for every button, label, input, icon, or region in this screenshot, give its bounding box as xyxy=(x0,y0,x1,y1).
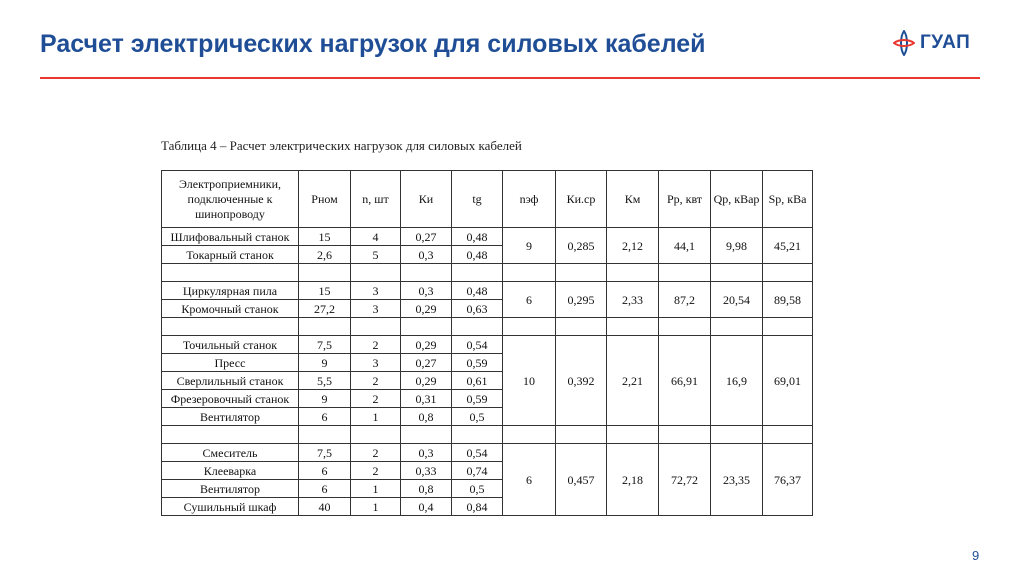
cell-tg: 0,5 xyxy=(452,480,503,498)
cell-km: 2,33 xyxy=(607,282,659,318)
cell-sr: 89,58 xyxy=(763,282,813,318)
cell-consumer: Клееварка xyxy=(162,462,299,480)
cell-p-nom: 2,6 xyxy=(299,246,351,264)
cell-p-nom: 15 xyxy=(299,282,351,300)
table-row xyxy=(162,228,813,246)
empty-cell xyxy=(299,318,351,336)
cell-tg: 0,63 xyxy=(452,300,503,318)
cell-tg: 0,74 xyxy=(452,462,503,480)
cell-p-nom: 40 xyxy=(299,498,351,516)
header-n-ef: nэф xyxy=(503,171,556,228)
cell-tg: 0,59 xyxy=(452,390,503,408)
header-tg: tg xyxy=(452,171,503,228)
cell-consumer: Шлифовальный станок xyxy=(162,228,299,246)
cell-tg: 0,5 xyxy=(452,408,503,426)
empty-cell xyxy=(659,426,711,444)
empty-cell xyxy=(711,264,763,282)
separator-row xyxy=(162,264,813,282)
cell-ki: 0,4 xyxy=(401,498,452,516)
cell-consumer: Смеситель xyxy=(162,444,299,462)
cell-p-nom: 6 xyxy=(299,408,351,426)
cell-ki-avg: 0,392 xyxy=(556,336,607,426)
header-consumers: Электроприемники, подключенные к шинопроводу xyxy=(162,171,299,228)
empty-cell xyxy=(162,264,299,282)
empty-cell xyxy=(659,264,711,282)
cell-ki: 0,27 xyxy=(401,354,452,372)
cell-consumer: Вентилятор xyxy=(162,408,299,426)
logo-text: ГУАП xyxy=(920,32,971,53)
empty-cell xyxy=(299,426,351,444)
cell-p-nom: 7,5 xyxy=(299,336,351,354)
cell-count: 3 xyxy=(351,282,401,300)
cell-p-nom: 6 xyxy=(299,462,351,480)
cell-qr: 23,35 xyxy=(711,444,763,516)
cell-n-ef: 6 xyxy=(503,444,556,516)
cell-consumer: Циркулярная пила xyxy=(162,282,299,300)
cell-consumer: Сверлильный станок xyxy=(162,372,299,390)
cell-count: 2 xyxy=(351,336,401,354)
table-caption: Таблица 4 – Расчет электрических нагрузок для силовых кабелей xyxy=(161,138,522,153)
cell-tg: 0,84 xyxy=(452,498,503,516)
empty-cell xyxy=(162,426,299,444)
cell-p-nom: 9 xyxy=(299,390,351,408)
cell-count: 1 xyxy=(351,480,401,498)
cell-sr: 76,37 xyxy=(763,444,813,516)
cell-km: 2,18 xyxy=(607,444,659,516)
title-divider xyxy=(40,77,980,79)
empty-cell xyxy=(401,426,452,444)
cell-ki: 0,3 xyxy=(401,282,452,300)
empty-cell xyxy=(763,264,813,282)
empty-cell xyxy=(711,318,763,336)
header-ki-avg: Ки.ср xyxy=(556,171,607,228)
table-header-row xyxy=(162,171,813,228)
cell-ki: 0,3 xyxy=(401,246,452,264)
empty-cell xyxy=(503,318,556,336)
cell-n-ef: 6 xyxy=(503,282,556,318)
cell-p-nom: 7,5 xyxy=(299,444,351,462)
cell-tg: 0,48 xyxy=(452,246,503,264)
table-row xyxy=(162,336,813,354)
cell-sr: 69,01 xyxy=(763,336,813,426)
header-pr: Рр, квт xyxy=(659,171,711,228)
cell-p-nom: 9 xyxy=(299,354,351,372)
empty-cell xyxy=(556,426,607,444)
cell-count: 2 xyxy=(351,444,401,462)
cell-ki: 0,3 xyxy=(401,444,452,462)
cell-n-ef: 9 xyxy=(503,228,556,264)
empty-cell xyxy=(452,318,503,336)
cell-ki: 0,31 xyxy=(401,390,452,408)
empty-cell xyxy=(659,318,711,336)
empty-cell xyxy=(351,318,401,336)
cell-count: 3 xyxy=(351,300,401,318)
guap-logo xyxy=(893,30,970,56)
cell-tg: 0,54 xyxy=(452,336,503,354)
empty-cell xyxy=(503,426,556,444)
cell-p-nom: 27,2 xyxy=(299,300,351,318)
page-number: 9 xyxy=(972,548,980,563)
empty-cell xyxy=(607,426,659,444)
cell-qr: 9,98 xyxy=(711,228,763,264)
cell-p-nom: 5,5 xyxy=(299,372,351,390)
cell-consumer: Фрезеровочный станок xyxy=(162,390,299,408)
cell-count: 3 xyxy=(351,354,401,372)
cell-pr: 66,91 xyxy=(659,336,711,426)
empty-cell xyxy=(556,318,607,336)
empty-cell xyxy=(162,318,299,336)
empty-cell xyxy=(607,264,659,282)
cell-consumer: Точильный станок xyxy=(162,336,299,354)
empty-cell xyxy=(607,318,659,336)
cell-consumer: Токарный станок xyxy=(162,246,299,264)
empty-cell xyxy=(711,426,763,444)
loads-table-body xyxy=(162,171,813,516)
cell-qr: 20,54 xyxy=(711,282,763,318)
cell-count: 5 xyxy=(351,246,401,264)
empty-cell xyxy=(763,426,813,444)
empty-cell xyxy=(763,318,813,336)
empty-cell xyxy=(351,264,401,282)
cell-count: 4 xyxy=(351,228,401,246)
empty-cell xyxy=(452,264,503,282)
cell-p-nom: 15 xyxy=(299,228,351,246)
cell-pr: 44,1 xyxy=(659,228,711,264)
header-qr: Qр, кВар xyxy=(711,171,763,228)
separator-row xyxy=(162,318,813,336)
cell-count: 2 xyxy=(351,462,401,480)
cell-count: 2 xyxy=(351,372,401,390)
table-row xyxy=(162,444,813,462)
cell-tg: 0,61 xyxy=(452,372,503,390)
cell-ki-avg: 0,285 xyxy=(556,228,607,264)
empty-cell xyxy=(503,264,556,282)
cell-sr: 45,21 xyxy=(763,228,813,264)
header-ki: Ки xyxy=(401,171,452,228)
loads-table xyxy=(161,170,813,516)
cell-qr: 16,9 xyxy=(711,336,763,426)
separator-row xyxy=(162,426,813,444)
cell-tg: 0,48 xyxy=(452,228,503,246)
empty-cell xyxy=(351,426,401,444)
cell-tg: 0,59 xyxy=(452,354,503,372)
header-count: n, шт xyxy=(351,171,401,228)
guap-logo-icon xyxy=(893,30,915,56)
cell-tg: 0,48 xyxy=(452,282,503,300)
cell-ki: 0,27 xyxy=(401,228,452,246)
header-sr: Sр, кВа xyxy=(763,171,813,228)
cell-ki-avg: 0,457 xyxy=(556,444,607,516)
header-p-nom: Рном xyxy=(299,171,351,228)
cell-consumer: Пресс xyxy=(162,354,299,372)
cell-ki: 0,33 xyxy=(401,462,452,480)
cell-consumer: Сушильный шкаф xyxy=(162,498,299,516)
cell-count: 2 xyxy=(351,390,401,408)
cell-consumer: Вентилятор xyxy=(162,480,299,498)
empty-cell xyxy=(452,426,503,444)
cell-tg: 0,54 xyxy=(452,444,503,462)
cell-ki: 0,29 xyxy=(401,372,452,390)
cell-ki: 0,29 xyxy=(401,300,452,318)
empty-cell xyxy=(556,264,607,282)
cell-ki: 0,8 xyxy=(401,408,452,426)
empty-cell xyxy=(299,264,351,282)
cell-km: 2,21 xyxy=(607,336,659,426)
empty-cell xyxy=(401,318,452,336)
cell-ki: 0,8 xyxy=(401,480,452,498)
cell-km: 2,12 xyxy=(607,228,659,264)
cell-ki: 0,29 xyxy=(401,336,452,354)
cell-pr: 72,72 xyxy=(659,444,711,516)
header-km: Км xyxy=(607,171,659,228)
cell-count: 1 xyxy=(351,408,401,426)
table-row xyxy=(162,282,813,300)
cell-pr: 87,2 xyxy=(659,282,711,318)
cell-p-nom: 6 xyxy=(299,480,351,498)
slide-title: Расчет электрических нагрузок для силовых кабелей xyxy=(40,30,706,58)
cell-n-ef: 10 xyxy=(503,336,556,426)
cell-count: 1 xyxy=(351,498,401,516)
empty-cell xyxy=(401,264,452,282)
cell-consumer: Кромочный станок xyxy=(162,300,299,318)
cell-ki-avg: 0,295 xyxy=(556,282,607,318)
